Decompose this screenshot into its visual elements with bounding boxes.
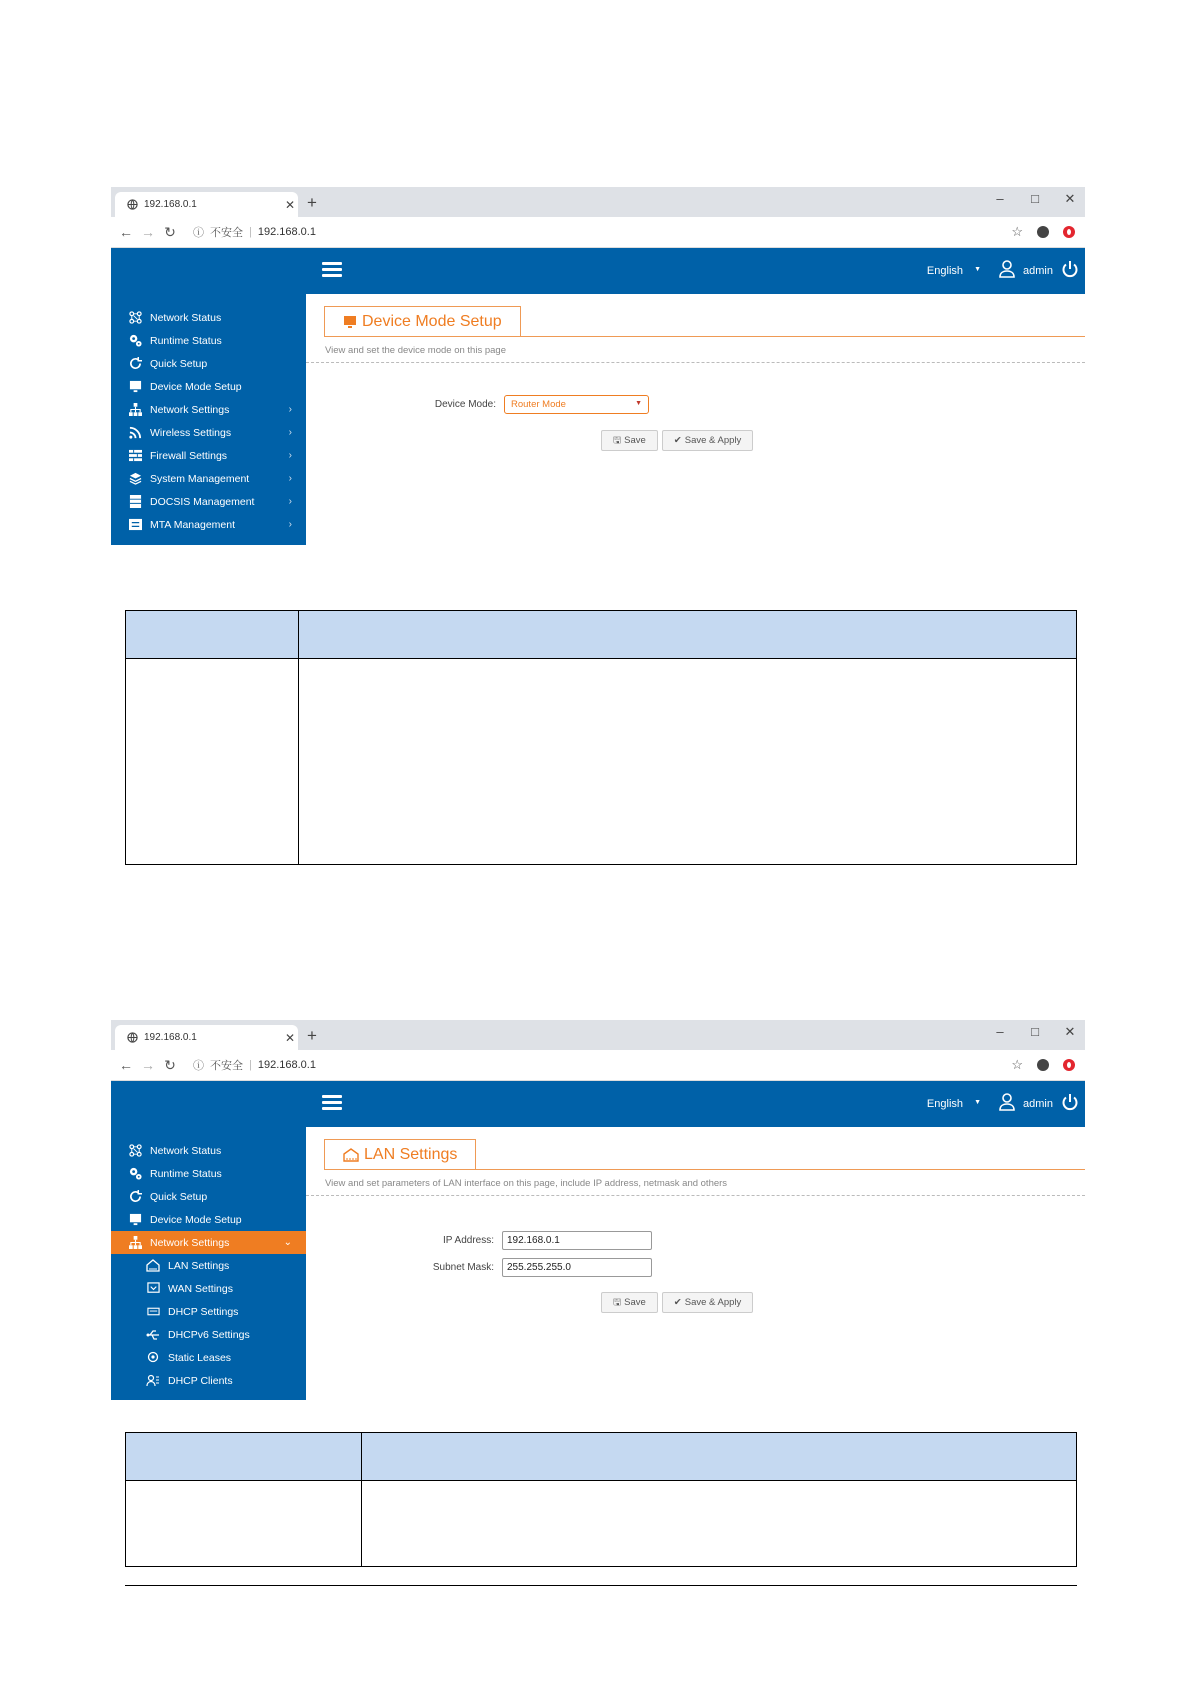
globe-icon — [127, 1032, 138, 1043]
gears-icon — [128, 334, 142, 348]
screenshot-device-mode-setup — [111, 187, 1085, 545]
action-buttons — [601, 430, 753, 451]
ethernet-icon — [146, 1305, 160, 1319]
username: admin — [1023, 1098, 1053, 1110]
subnet-mask-row — [404, 1258, 652, 1277]
monitor-icon — [128, 1213, 142, 1227]
language-select[interactable]: English — [926, 1098, 963, 1110]
sidebar-item-label: Quick Setup — [150, 1190, 208, 1203]
refresh-icon — [128, 357, 142, 371]
device-mode-row — [406, 395, 649, 414]
new-tab-icon[interactable]: + — [307, 1026, 317, 1045]
sidebar-item-runtime-status[interactable] — [111, 1162, 306, 1185]
sidebar-item-runtime-status[interactable] — [111, 329, 306, 352]
security-label: 不安全 — [210, 227, 243, 239]
bookmark-star-icon[interactable]: ☆ — [1011, 1057, 1023, 1072]
ip-address-label: IP Address: — [443, 1235, 494, 1246]
check-icon: ✔ — [673, 435, 682, 446]
sidebar-subitem-dhcp-clients[interactable] — [111, 1369, 306, 1392]
browser-tab[interactable] — [115, 192, 298, 217]
check-icon: ✔ — [673, 1297, 682, 1308]
refresh-icon — [128, 1190, 142, 1204]
back-icon[interactable]: ← — [119, 224, 133, 240]
sidebar-item-docsis-management[interactable] — [111, 490, 306, 513]
sidebar-item-network-settings[interactable] — [111, 1231, 306, 1254]
browser-tab-bar — [111, 1020, 1085, 1050]
sidebar-item-system-management[interactable] — [111, 467, 306, 490]
sidebar-item-label: DHCP Clients — [168, 1374, 233, 1387]
main-content — [306, 294, 1085, 545]
sidebar-item-label: System Management — [150, 472, 250, 485]
sidebar-item-label: Wireless Settings — [150, 426, 232, 439]
page-tab-lan-settings[interactable] — [324, 1139, 476, 1170]
page-description: View and set the device mode on this page — [325, 345, 506, 356]
sidebar-item-label: Device Mode Setup — [150, 380, 242, 393]
info-icon[interactable]: ⓘ — [193, 227, 204, 239]
sidebar-item-label: DOCSIS Management — [150, 495, 255, 508]
sidebar-item-quick-setup[interactable] — [111, 1185, 306, 1208]
globe-icon — [127, 199, 138, 210]
gears-icon — [128, 1167, 142, 1181]
language-select[interactable]: English — [926, 265, 963, 277]
url-text: 192.168.0.1 — [257, 226, 316, 238]
wifi-icon — [128, 426, 142, 440]
chevron-right-icon: › — [288, 519, 292, 530]
username: admin — [1023, 265, 1053, 277]
monitor-icon — [343, 315, 357, 329]
sidebar-item-device-mode-setup[interactable] — [111, 1208, 306, 1231]
wan-icon — [146, 1282, 160, 1296]
security-label: 不安全 — [210, 1060, 243, 1072]
action-buttons — [601, 1292, 753, 1313]
sidebar-subitem-dhcpv6-settings[interactable] — [111, 1323, 306, 1346]
sidebar-subitem-wan-settings[interactable] — [111, 1277, 306, 1300]
ip-address-row — [404, 1231, 652, 1250]
sidebar — [111, 248, 306, 545]
device-mode-select[interactable]: Router Mode ▼ — [504, 395, 649, 414]
sidebar-item-wireless-settings[interactable] — [111, 421, 306, 444]
server-icon — [128, 495, 142, 509]
sidebar-item-label: Network Settings — [150, 1236, 230, 1249]
page-description: View and set parameters of LAN interface on this page, include IP address, netmask and others — [325, 1178, 728, 1189]
save-icon: 🖫 — [613, 1296, 622, 1308]
logout-power-icon[interactable] — [1061, 1093, 1079, 1111]
menu-toggle-icon[interactable] — [322, 1095, 342, 1113]
map-pin-icon — [146, 1351, 160, 1365]
caret-down-icon[interactable]: ▼ — [974, 266, 981, 273]
document-table-2 — [125, 1432, 1077, 1567]
opera-icon[interactable] — [1063, 226, 1075, 238]
browser-tab[interactable] — [115, 1025, 298, 1050]
router-admin-app — [111, 248, 1085, 545]
sidebar-item-label: Quick Setup — [150, 357, 208, 370]
device-mode-label: Device Mode: — [434, 399, 496, 410]
firewall-icon — [128, 449, 142, 463]
screenshot-lan-settings — [111, 1020, 1085, 1400]
account-icon[interactable] — [1037, 226, 1049, 238]
save-apply-button[interactable]: ✔ Save & Apply — [662, 1292, 753, 1313]
close-window-icon[interactable]: ✕ — [1064, 1024, 1076, 1039]
caret-down-icon: ▼ — [635, 400, 642, 407]
chevron-right-icon: › — [288, 496, 292, 507]
close-window-icon[interactable]: ✕ — [1064, 191, 1076, 206]
lan-icon — [343, 1148, 359, 1162]
save-apply-button[interactable]: ✔ Save & Apply — [662, 430, 753, 451]
minimize-icon[interactable]: – — [996, 1024, 1004, 1039]
sidebar-item-label: Runtime Status — [150, 1167, 222, 1180]
info-icon[interactable]: ⓘ — [193, 1060, 204, 1072]
chevron-right-icon: › — [288, 473, 292, 484]
document-table-1 — [125, 610, 1077, 865]
sidebar-item-label: Static Leases — [168, 1351, 232, 1364]
url-field[interactable]: ⓘ 不安全 | 192.168.0.1 — [193, 226, 316, 239]
bookmark-star-icon[interactable]: ☆ — [1011, 224, 1023, 239]
user-list-icon — [146, 1374, 160, 1388]
url-field[interactable]: ⓘ 不安全 | 192.168.0.1 — [193, 1059, 316, 1072]
subnet-mask-label: Subnet Mask: — [432, 1262, 494, 1273]
save-button[interactable]: 🖫 Save — [601, 430, 658, 451]
caret-down-icon[interactable]: ▼ — [974, 1099, 981, 1106]
network-status-icon — [128, 311, 142, 325]
chevron-right-icon: › — [288, 450, 292, 461]
ip-address-input[interactable]: 192.168.0.1 — [502, 1231, 652, 1250]
sidebar-item-label: DHCP Settings — [168, 1305, 239, 1318]
network-status-icon — [128, 1144, 142, 1158]
sidebar-item-label: Network Status — [150, 1144, 222, 1157]
new-tab-icon[interactable]: + — [307, 193, 317, 212]
reload-icon[interactable]: ↻ — [164, 1056, 176, 1073]
sidebar-item-network-status[interactable] — [111, 1139, 306, 1162]
user-icon[interactable] — [999, 260, 1015, 278]
sidebar-item-label: WAN Settings — [168, 1282, 233, 1295]
sidebar-item-mta-management[interactable] — [111, 513, 306, 536]
sidebar-item-label: Network Settings — [150, 403, 230, 416]
mta-icon — [128, 518, 142, 532]
sidebar-item-label: Network Status — [150, 311, 222, 324]
sidebar-item-label: LAN Settings — [168, 1259, 230, 1272]
account-icon[interactable] — [1037, 1059, 1049, 1071]
sidebar-item-network-status[interactable] — [111, 306, 306, 329]
url-text: 192.168.0.1 — [257, 1059, 316, 1071]
usb-icon — [146, 1328, 160, 1342]
maximize-icon[interactable]: □ — [1031, 1024, 1039, 1039]
sidebar-menu — [111, 306, 306, 536]
back-icon[interactable]: ← — [119, 1057, 133, 1073]
page-tab-device-mode-setup[interactable] — [324, 306, 521, 337]
sidebar-item-label: MTA Management — [150, 518, 236, 531]
sidebar-subitem-dhcp-settings[interactable] — [111, 1300, 306, 1323]
forward-icon[interactable]: → — [141, 224, 155, 240]
browser-tab-bar — [111, 187, 1085, 217]
sitemap-icon — [128, 1236, 142, 1250]
page-title: Device Mode Setup — [362, 313, 502, 330]
sidebar-item-firewall-settings[interactable] — [111, 444, 306, 467]
sidebar — [111, 1081, 306, 1400]
subnet-mask-input[interactable]: 255.255.255.0 — [502, 1258, 652, 1277]
chevron-down-icon: ⌄ — [283, 1237, 292, 1248]
sidebar-item-device-mode-setup[interactable] — [111, 375, 306, 398]
menu-toggle-icon[interactable] — [322, 262, 342, 280]
forward-icon[interactable]: → — [141, 1057, 155, 1073]
minimize-icon[interactable]: – — [996, 191, 1004, 206]
save-icon: 🖫 — [613, 434, 622, 446]
sidebar-item-quick-setup[interactable] — [111, 352, 306, 375]
sidebar-subitem-lan-settings[interactable] — [111, 1254, 306, 1277]
user-icon[interactable] — [999, 1093, 1015, 1111]
tab-title: 192.168.0.1 — [144, 1032, 197, 1043]
router-admin-app — [111, 1081, 1085, 1400]
opera-icon[interactable] — [1063, 1059, 1075, 1071]
sidebar-subitem-static-leases[interactable] — [111, 1346, 306, 1369]
close-tab-icon[interactable]: ✕ — [284, 197, 296, 212]
main-content — [306, 1127, 1085, 1400]
monitor-icon — [128, 380, 142, 394]
save-button[interactable]: 🖫 Save — [601, 1292, 658, 1313]
close-tab-icon[interactable]: ✕ — [284, 1030, 296, 1045]
sidebar-item-label: Firewall Settings — [150, 449, 228, 462]
page-title: LAN Settings — [364, 1146, 458, 1163]
reload-icon[interactable]: ↻ — [164, 223, 176, 240]
chevron-right-icon: › — [288, 404, 292, 415]
layers-icon — [128, 472, 142, 486]
chevron-right-icon: › — [288, 427, 292, 438]
lan-icon — [146, 1259, 160, 1273]
tab-title: 192.168.0.1 — [144, 199, 197, 210]
sidebar-item-label: DHCPv6 Settings — [168, 1328, 250, 1341]
footer-rule — [125, 1585, 1077, 1586]
address-bar — [111, 217, 1085, 248]
maximize-icon[interactable]: □ — [1031, 191, 1039, 206]
sidebar-item-label: Device Mode Setup — [150, 1213, 242, 1226]
sitemap-icon — [128, 403, 142, 417]
sidebar-item-label: Runtime Status — [150, 334, 222, 347]
sidebar-item-network-settings[interactable] — [111, 398, 306, 421]
sidebar-menu — [111, 1139, 306, 1392]
address-bar — [111, 1050, 1085, 1081]
logout-power-icon[interactable] — [1061, 260, 1079, 278]
